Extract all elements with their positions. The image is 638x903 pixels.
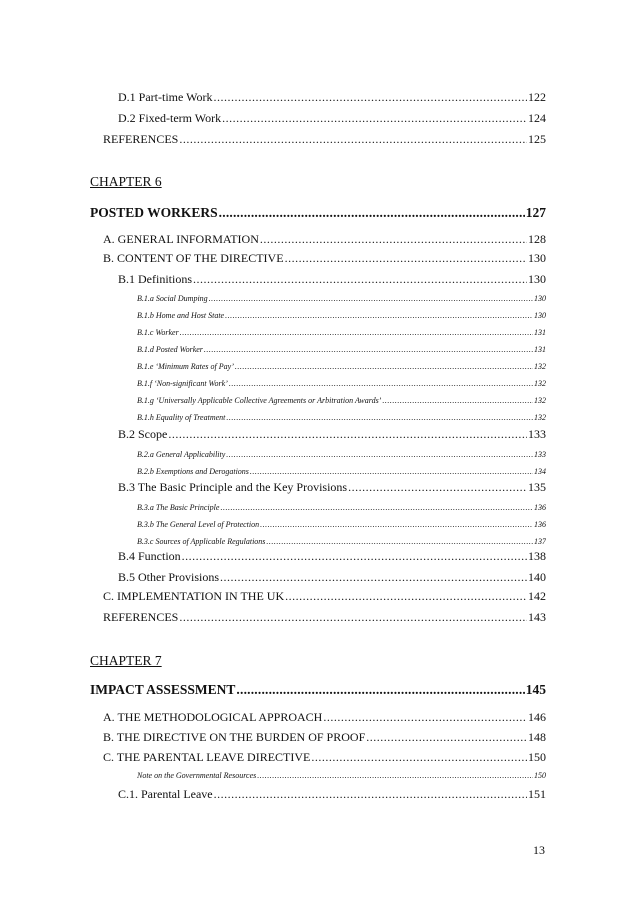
toc-entry-page: 140 bbox=[528, 570, 546, 584]
toc-entry[interactable] bbox=[118, 549, 546, 565]
toc-entry-page: 122 bbox=[528, 90, 546, 104]
toc-entry-page: 124 bbox=[528, 111, 546, 125]
dot-leader bbox=[348, 480, 527, 495]
toc-entry-label: B.5 Other Provisions bbox=[118, 570, 220, 584]
toc-entry-label: B.3 The Basic Principle and the Key Provisions bbox=[118, 480, 348, 494]
toc-entry-label: REFERENCES bbox=[103, 132, 179, 146]
toc-subentry[interactable] bbox=[137, 379, 546, 391]
toc-entry[interactable] bbox=[103, 232, 546, 248]
toc-entry-label: C. THE PARENTAL LEAVE DIRECTIVE bbox=[103, 750, 311, 764]
chapter-title: POSTED WORKERS bbox=[90, 205, 218, 220]
dot-leader bbox=[236, 682, 524, 698]
toc-subentry-label: B.3.b The General Level of Protection bbox=[137, 520, 260, 529]
toc-subentry-page: 136 bbox=[534, 520, 546, 529]
toc-subentry-page: 132 bbox=[534, 413, 546, 422]
toc-entry-label: REFERENCES bbox=[103, 610, 179, 624]
toc-entry[interactable] bbox=[118, 480, 546, 496]
toc-subentry-page: 132 bbox=[534, 379, 546, 388]
toc-subentry-label: B.1.a Social Dumping bbox=[137, 294, 208, 303]
toc-subentry-page: 133 bbox=[534, 450, 546, 459]
toc-entry-page: 130 bbox=[528, 251, 546, 265]
toc-subentry-label: B.1.h Equality of Treatment bbox=[137, 413, 226, 422]
chapter-title-entry[interactable] bbox=[90, 205, 546, 223]
toc-subentry-label: B.2.a General Applicability bbox=[137, 450, 226, 459]
toc-entry[interactable] bbox=[103, 750, 546, 766]
toc-entry-label: B. CONTENT OF THE DIRECTIVE bbox=[103, 251, 284, 265]
toc-subentry-label: B.3.a The Basic Principle bbox=[137, 503, 220, 512]
toc-subentry[interactable] bbox=[137, 328, 546, 340]
toc-entry-page: 138 bbox=[528, 549, 546, 563]
chapter-heading: CHAPTER 7 bbox=[90, 653, 162, 668]
toc-entry[interactable] bbox=[118, 272, 546, 288]
chapter-title: IMPACT ASSESSMENT bbox=[90, 682, 236, 697]
toc-subentry[interactable] bbox=[137, 503, 546, 515]
dot-leader bbox=[204, 345, 533, 354]
toc-entry-label: C. IMPLEMENTATION IN THE UK bbox=[103, 589, 285, 603]
toc-entry-label: C.1. Parental Leave bbox=[118, 787, 213, 801]
toc-entry-page: 151 bbox=[528, 787, 546, 801]
toc-entry-page: 130 bbox=[528, 272, 546, 286]
chapter-title-page: 127 bbox=[525, 205, 546, 220]
dot-leader bbox=[235, 362, 533, 371]
toc-entry[interactable] bbox=[118, 427, 546, 443]
dot-leader bbox=[225, 311, 533, 320]
toc-entry-label: D.1 Part-time Work bbox=[118, 90, 213, 104]
dot-leader bbox=[179, 132, 527, 147]
dot-leader bbox=[323, 710, 527, 725]
toc-subentry-label: B.2.b Exemptions and Derogations bbox=[137, 467, 249, 476]
toc-entry[interactable] bbox=[103, 610, 546, 626]
toc-entry-label: D.2 Fixed-term Work bbox=[118, 111, 222, 125]
toc-subentry-page: 131 bbox=[534, 328, 546, 337]
dot-leader bbox=[179, 610, 527, 625]
toc-entry-page: 143 bbox=[528, 610, 546, 624]
toc-entry[interactable] bbox=[103, 132, 546, 148]
toc-subentry-page: 137 bbox=[534, 537, 546, 546]
toc-subentry-label: B.1.b Home and Host State bbox=[137, 311, 225, 320]
dot-leader bbox=[209, 294, 533, 303]
toc-entry[interactable] bbox=[118, 111, 546, 127]
dot-leader bbox=[214, 787, 527, 802]
dot-leader bbox=[229, 379, 533, 388]
toc-subentry[interactable] bbox=[137, 362, 546, 374]
toc-subentry[interactable] bbox=[137, 311, 546, 323]
toc-entry-label: B.4 Function bbox=[118, 549, 181, 563]
toc-subentry-label: B.1.d Posted Worker bbox=[137, 345, 203, 354]
dot-leader bbox=[250, 467, 533, 476]
dot-leader bbox=[266, 537, 533, 546]
chapter-title-page: 145 bbox=[525, 682, 546, 697]
toc-entry-label: A. THE METHODOLOGICAL APPROACH bbox=[103, 710, 323, 724]
toc-entry[interactable] bbox=[118, 90, 546, 106]
dot-leader bbox=[226, 413, 533, 422]
toc-subentry-page: 132 bbox=[534, 362, 546, 371]
toc-entry-page: 142 bbox=[528, 589, 546, 603]
dot-leader bbox=[213, 90, 527, 105]
toc-entry[interactable] bbox=[103, 730, 546, 746]
dot-leader bbox=[285, 589, 527, 604]
toc-subentry[interactable] bbox=[137, 396, 546, 408]
toc-subentry-label: B.3.c Sources of Applicable Regulations bbox=[137, 537, 266, 546]
dot-leader bbox=[182, 549, 527, 564]
toc-entry-page: 135 bbox=[528, 480, 546, 494]
toc-subentry-label: B.1.c Worker bbox=[137, 328, 179, 337]
toc-subentry-page: 130 bbox=[534, 311, 546, 320]
toc-subentry-page: 130 bbox=[534, 294, 546, 303]
toc-entry-page: 128 bbox=[528, 232, 546, 246]
toc-subentry[interactable] bbox=[137, 520, 546, 532]
toc-entry-label: B. THE DIRECTIVE ON THE BURDEN OF PROOF bbox=[103, 730, 366, 744]
toc-subentry[interactable] bbox=[137, 537, 546, 549]
toc-subentry[interactable] bbox=[137, 467, 546, 479]
toc-subentry[interactable] bbox=[137, 450, 546, 462]
toc-subentry-page: 132 bbox=[534, 396, 546, 405]
toc-subentry[interactable] bbox=[137, 413, 546, 425]
toc-subentry-page: 150 bbox=[534, 771, 546, 780]
dot-leader bbox=[260, 232, 527, 247]
dot-leader bbox=[257, 771, 533, 780]
dot-leader bbox=[382, 396, 533, 405]
dot-leader bbox=[226, 450, 533, 459]
page-number: 13 bbox=[533, 843, 545, 857]
toc-entry[interactable] bbox=[103, 710, 546, 726]
chapter-title-entry[interactable] bbox=[90, 682, 546, 700]
toc-subentry-label: B.1.f ‘Non-significant Work’ bbox=[137, 379, 228, 388]
dot-leader bbox=[220, 570, 527, 585]
toc-subentry-page: 134 bbox=[534, 467, 546, 476]
dot-leader bbox=[193, 272, 527, 287]
toc-entry-page: 146 bbox=[528, 710, 546, 724]
dot-leader bbox=[311, 750, 527, 765]
toc-subentry[interactable] bbox=[137, 345, 546, 357]
toc-entry[interactable] bbox=[118, 787, 546, 803]
toc-subentry-page: 131 bbox=[534, 345, 546, 354]
dot-leader bbox=[219, 205, 525, 221]
dot-leader bbox=[180, 328, 533, 337]
toc-entry[interactable] bbox=[118, 570, 546, 586]
toc-subentry-page: 136 bbox=[534, 503, 546, 512]
toc-entry[interactable] bbox=[103, 251, 546, 267]
dot-leader bbox=[220, 503, 533, 512]
dot-leader bbox=[285, 251, 527, 266]
toc-subentry-label: B.1.e ‘Minimum Rates of Pay’ bbox=[137, 362, 234, 371]
toc-entry-page: 150 bbox=[528, 750, 546, 764]
toc-entry-label: A. GENERAL INFORMATION bbox=[103, 232, 259, 246]
toc-subentry[interactable] bbox=[137, 771, 546, 783]
chapter-heading: CHAPTER 6 bbox=[90, 174, 162, 189]
toc-entry-label: B.1 Definitions bbox=[118, 272, 192, 286]
dot-leader bbox=[260, 520, 533, 529]
toc-subentry-label: Note on the Governmental Resources bbox=[137, 771, 257, 780]
toc-entry-label: B.2 Scope bbox=[118, 427, 168, 441]
toc-entry-page: 133 bbox=[528, 427, 546, 441]
toc-subentry[interactable] bbox=[137, 294, 546, 306]
toc-entry-page: 125 bbox=[528, 132, 546, 146]
toc-subentry-label: B.1.g ‘Universally Applicable Collective Agreements or Arbitration Awards’ bbox=[137, 396, 382, 405]
dot-leader bbox=[222, 111, 527, 126]
toc-entry[interactable] bbox=[103, 589, 546, 605]
dot-leader bbox=[168, 427, 527, 442]
toc-entry-page: 148 bbox=[528, 730, 546, 744]
dot-leader bbox=[366, 730, 527, 745]
